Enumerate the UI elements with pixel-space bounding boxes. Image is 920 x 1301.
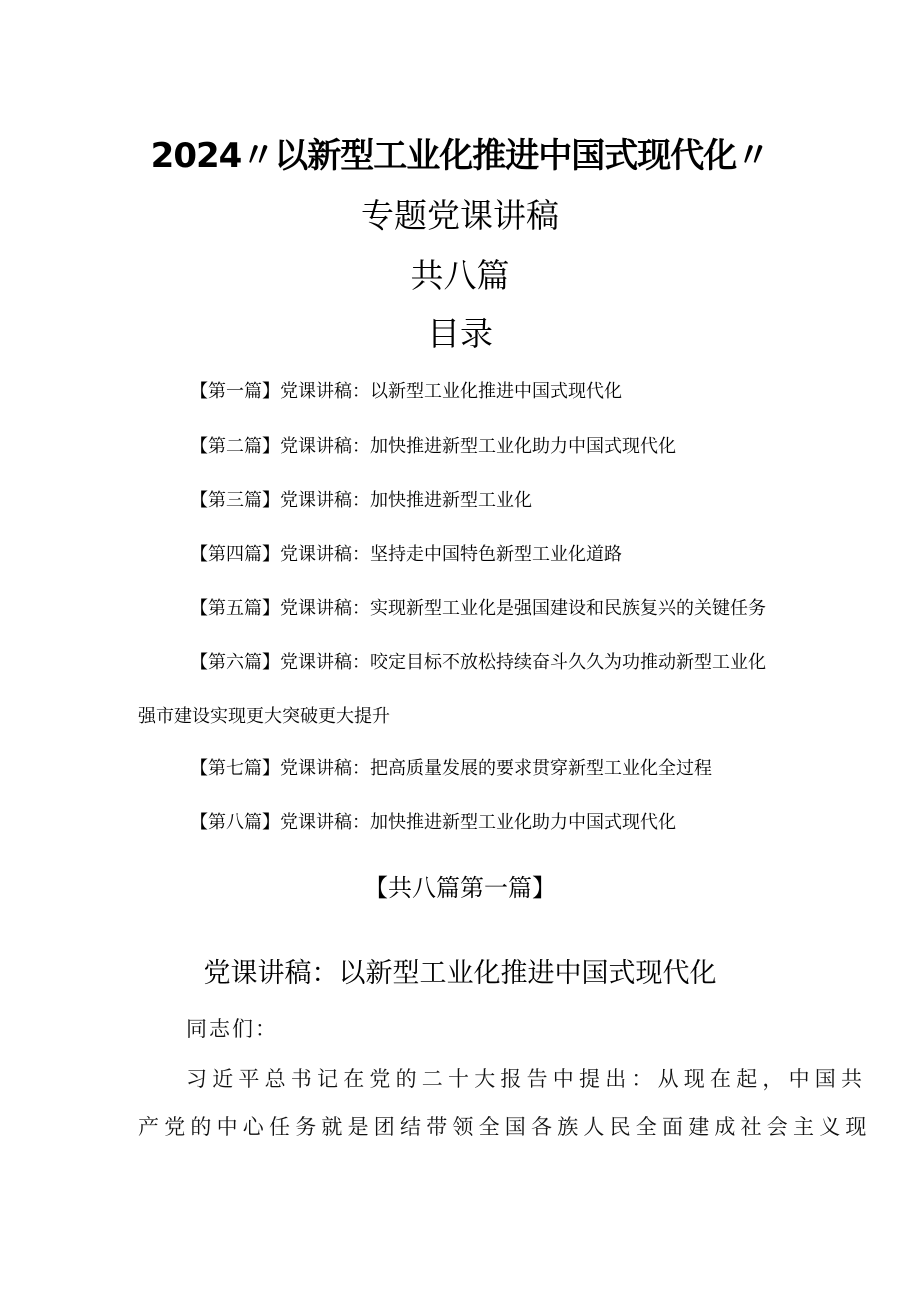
document-title: 2024〃以新型工业化推进中国式现代化〃 [150, 136, 770, 176]
toc-item-text: 党课讲稿：把高质量发展的要求贯穿新型工业化全过程 [280, 758, 712, 779]
paragraph-line: 产党的中心任务就是团结带领全国各族人民全面建成社会主义现 [138, 1115, 872, 1139]
toc-item-tag: 【第一篇】 [190, 381, 280, 402]
toc-item-text: 党课讲稿：坚持走中国特色新型工业化道路 [280, 544, 622, 565]
toc-item-tag: 【第七篇】 [190, 758, 280, 779]
toc-item[interactable] [190, 433, 676, 461]
toc-item-text: 党课讲稿：加快推进新型工业化助力中国式现代化 [280, 812, 676, 833]
section-title: 党课讲稿：以新型工业化推进中国式现代化 [203, 958, 717, 989]
toc-item[interactable] [190, 378, 622, 406]
toc-item[interactable] [190, 595, 766, 623]
document-count: 共八篇 [410, 256, 510, 295]
document-subtitle: 专题党课讲稿 [361, 196, 559, 235]
toc-item[interactable] [190, 487, 532, 515]
toc-item-text: 党课讲稿：咬定目标不放松持续奋斗久久为功推动新型工业化 [280, 652, 766, 673]
toc-item-tag: 【第二篇】 [190, 436, 280, 457]
toc-item-tag: 【第六篇】 [190, 652, 280, 673]
paragraph-line: 习近平总书记在党的二十大报告中提出：从现在起，中国共 [186, 1067, 868, 1091]
toc-item[interactable] [190, 649, 766, 677]
toc-item-tag: 【第五篇】 [190, 598, 280, 619]
salutation: 同志们： [186, 1017, 278, 1041]
toc-item-text: 党课讲稿：加快推进新型工业化助力中国式现代化 [280, 436, 676, 457]
toc-item-text: 党课讲稿：加快推进新型工业化 [280, 490, 532, 511]
toc-item-tag: 【第四篇】 [190, 544, 280, 565]
toc-item-tag: 【第八篇】 [190, 812, 280, 833]
toc-heading: 目录 [427, 314, 493, 353]
toc-item[interactable] [190, 755, 712, 783]
toc-item-tag: 【第三篇】 [190, 490, 280, 511]
toc-item-continuation: 强市建设实现更大突破更大提升 [138, 706, 390, 727]
toc-item-text: 党课讲稿：实现新型工业化是强国建设和民族复兴的关键任务 [280, 598, 766, 619]
toc-item[interactable] [190, 809, 676, 837]
section-heading: 【共八篇第一篇】 [364, 874, 556, 902]
toc-item-text: 党课讲稿：以新型工业化推进中国式现代化 [280, 381, 622, 402]
toc-item[interactable] [190, 541, 622, 569]
